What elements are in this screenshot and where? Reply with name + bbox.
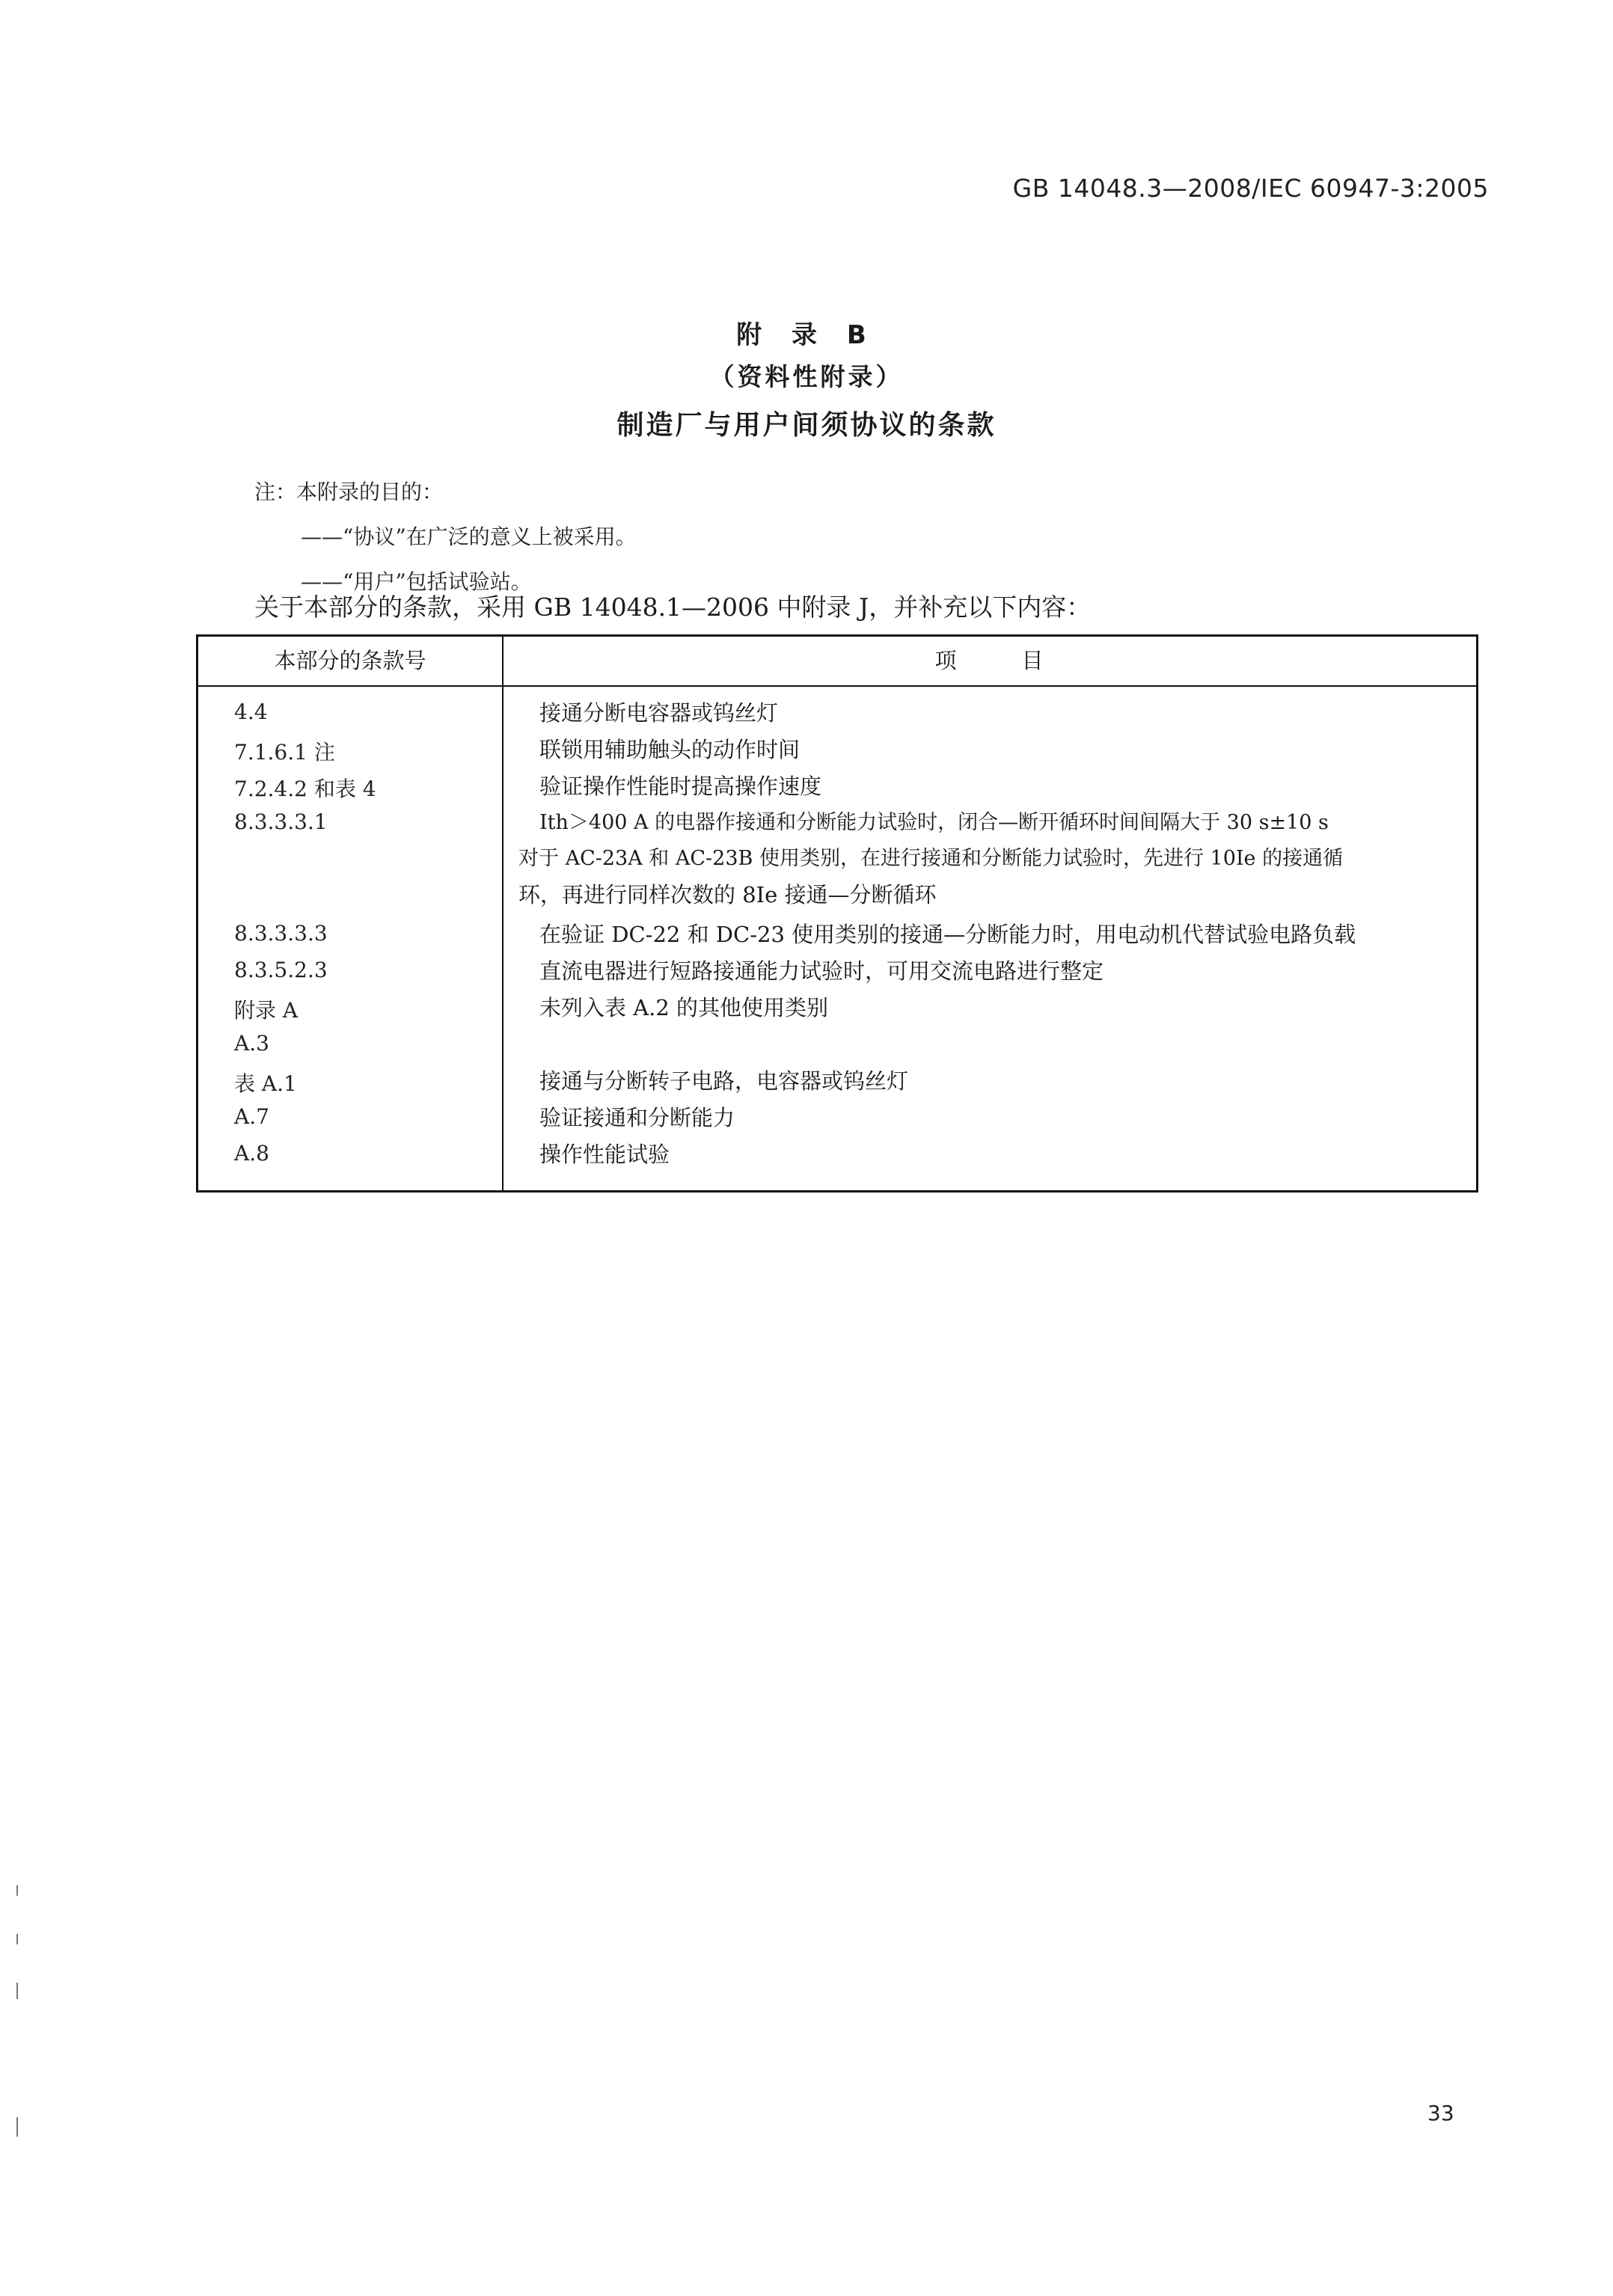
row-clause: 4.4 [234, 699, 268, 724]
item-line: 未列入表 A.2 的其他使用类别 [539, 995, 829, 1020]
row-item [518, 805, 1464, 913]
row-clause: A.8 [234, 1141, 269, 1166]
item-line: 联锁用辅助触头的动作时间 [539, 737, 801, 762]
column-divider [502, 637, 504, 1190]
row-clause: A.7 [234, 1104, 269, 1129]
item-line: 直流电器进行短路接通能力试验时，可用交流电路进行整定 [539, 958, 1104, 984]
item-line: 环，再进行同样次数的 8Ie 接通—分断循环 [518, 882, 937, 907]
scan-artifact [16, 2117, 18, 2137]
row-clause: 7.1.6.1 注 [234, 740, 335, 765]
row-clause: 8.3.5.2.3 [234, 958, 328, 982]
row-clause: 附录 A [234, 998, 299, 1023]
scan-artifact [16, 1934, 18, 1944]
item-line: 接通分断电容器或钨丝灯 [539, 700, 779, 726]
item-line: 验证操作性能时提高操作速度 [539, 774, 822, 799]
row-clause: 表 A.1 [234, 1071, 297, 1096]
header-clause: 本部分的条款号 [274, 648, 426, 673]
intro-paragraph: 关于本部分的条款，采用 GB 14048.1—2006 中附录 J，并补充以下内容： [254, 593, 1092, 622]
row-clause: 8.3.3.3.3 [234, 921, 328, 946]
header-item: 项 目 [934, 648, 1044, 673]
note-lead: 注：本附录的目的： [254, 480, 444, 504]
item-line: 对于 AC-23A 和 AC-23B 使用类别，在进行接通和分断能力试验时，先进行 10Ie 的接通循 [518, 847, 1344, 870]
appendix-type: （资料性附录） [709, 362, 904, 391]
appendix-title: 制造厂与用户间须协议的条款 [616, 410, 997, 441]
clause-table [196, 634, 1478, 1193]
row-item [539, 732, 1464, 768]
row-clause: 7.2.4.2 和表 4 [234, 777, 376, 801]
item-line: Ith＞400 A 的电器作接通和分断能力试验时，闭合—断开循环时间间隔大于 30 s±10 s [539, 811, 1329, 834]
note-item: ——“协议”在广泛的意义上被采用。 [301, 524, 637, 549]
note-block [254, 470, 637, 604]
appendix-label: 附 录 B [736, 320, 877, 350]
row-item [539, 953, 1464, 989]
row-item [539, 1100, 1464, 1136]
scan-artifact [16, 1983, 18, 1999]
scan-artifact [16, 1885, 18, 1896]
item-line: 操作性能试验 [539, 1142, 670, 1167]
row-item [539, 1136, 1464, 1172]
table-header [198, 637, 1476, 687]
note-item: ——“用户”包括试验站。 [301, 569, 532, 594]
row-item [539, 990, 1464, 1026]
standard-number: GB 14048.3—2008/IEC 60947-3:2005 [1012, 174, 1489, 203]
item-line: 接通与分断转子电路，电容器或钨丝灯 [539, 1068, 909, 1094]
page-number: 33 [1427, 2101, 1454, 2125]
item-line: 在验证 DC-22 和 DC-23 使用类别的接通—分断能力时，用电动机代替试验电路负载 [539, 922, 1356, 947]
row-item [539, 768, 1464, 804]
row-item [539, 916, 1464, 952]
row-clause: 8.3.3.3.1 [234, 809, 328, 834]
row-item [539, 695, 1464, 731]
item-line: 验证接通和分断能力 [539, 1105, 735, 1130]
row-clause: A.3 [234, 1031, 269, 1056]
row-item [539, 1063, 1464, 1099]
